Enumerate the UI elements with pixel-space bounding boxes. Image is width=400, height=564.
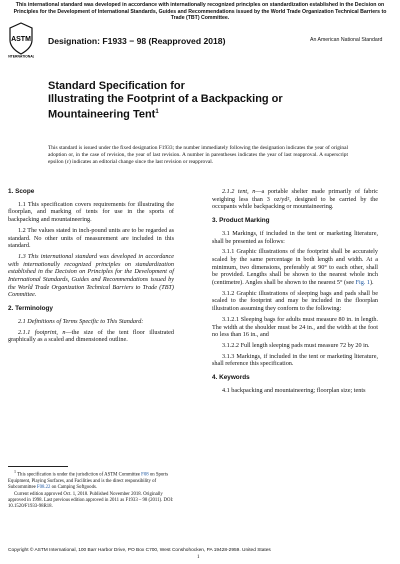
paragraph-3-1-2-1: 3.1.2.1 Sleeping bags for adults must measure 80 in. in length. The width at the shoulder must be 24 in., and the width at the foot no less than 16 in., and [212,315,378,339]
footnote-edition: Current edition approved Oct. 1, 2018. Published November 2018. Originally approved in 1998. Last previous edition approved in 2011 as F1933 – 98 (2011). DOI: 10.1520/F1933-98R18. [8,491,174,509]
paragraph-3-1-2-2: 3.1.2.2 Full length sleeping pads must measure 72 by 20 in. [222,341,370,349]
title-footnote-mark: 1 [155,109,159,115]
footnote-separator [8,466,68,467]
copyright-line: Copyright © ASTM International, 100 Barr Harbor Drive, PO Box C700, West Conshohocken, PA 19428-2959. United States [8,548,271,553]
designation-note: This standard is issued under the fixed designation F1933; the number immediately following the designation indicates the year of original adoption or, in the case of revision, the year of last revision. A number in parentheses indicates the year of last reapproval. A superscript epsilon (ε) indicates an editorial change since the last revision or reapproval. [48,145,348,165]
section-heading-keywords: 4. Keywords [212,374,250,382]
logo-label: INTERNATIONAL [8,54,34,58]
document-title [48,80,368,122]
page-number: 1 [197,555,200,560]
svg-text:ASTM: ASTM [11,36,31,43]
subcommittee-link[interactable]: F08.22 [36,484,51,490]
paragraph-3-1-1: 3.1.1 Graphic illustrations of the footprint shall be accurately scaled by the same percentage in both length and width. At a minimum, two dimensions, preferably at 90° to each other, shall be provided. Lengths shall be shown to the nearest whole inch (centimetre). Angles shall be shown to the nearest 5° (see Fig. 1). [212,248,378,287]
paragraph-4-1: 4.1 backpacking and mountaineering; floorplan size; tents [222,386,366,394]
paragraph-2-1-2: 2.1.2 tent, n—a portable shelter made primarily of fabric weighing less than 3 oz/yd², designed to be carried by the occupants while backpacking or mountaineering. [212,188,378,211]
right-column [212,188,378,397]
footnote-1: $^1$ This specification is under the jurisdiction of ASTM Committee F08 on Sports Equipment, Playing Surfaces, and Facilities and is the direct responsibility of Subcommittee F08.22 on Camping Softgoods. [8,469,169,490]
astm-logo [8,22,34,58]
paragraph-3-1-3: 3.1.3 Markings, if included in the tent or marketing literature, shall reference this specification. [212,352,378,368]
paragraph-1-2: 1.2 The values stated in inch-pound units are to be regarded as standard. No other units of measurement are included in this standard. [8,226,174,250]
paragraph-3-1-2: 3.1.2 Graphic illustrations of sleeping bags and pads shall be scaled to the footprint and may be included in the floorplan illustration assuming they conform to the following: [212,289,378,313]
committee-link[interactable]: F08 [141,472,149,478]
left-column [8,188,174,347]
title-line-2: Illustrating the Footprint of a Backpacking or [48,93,283,105]
section-heading-product-marking: 3. Product Marking [212,217,270,225]
paragraph-1-3: 1.3 This international standard was developed in accordance with internationally recognized principles on standardization established in the Decision on Principles for the Development of International Standards, Guides and Recommendations issued by the World Trade Organization Technical Barriers to Trade (TBT) Committee. [8,252,174,299]
paragraph-1-1: 1.1 This specification covers requirements for illustrating the floorplan, and marking of tents for use in the sports of backpacking and mountaineering. [8,200,174,224]
top-notice: This international standard was developed in accordance with internationally recognized principles on standardization established in the Decision on Principles for the Development of International Standards, Guides and Recommendations issued by the World Trade Organization Technical Barriers to Trade (TBT) Committee. [13,2,387,22]
paragraph-2-1-1: 2.1.1 footprint, n—the size of the tent floor illustrated graphically as a scaled and dimensioned outline. [8,328,174,344]
figure-1-link[interactable]: Fig. 1 [355,279,370,287]
title-line-3: Mountaineering Tent$^1$ [48,108,159,121]
paragraph-3-1: 3.1 Markings, if included in the tent or marketing literature, shall be presented as follows: [212,229,378,245]
section-heading-terminology: 2. Terminology [8,305,53,313]
title-line-1: Standard Specification for [48,80,185,92]
section-heading-scope: 1. Scope [8,188,35,195]
designation: Designation: F1933 − 98 (Reapproved 2018) [48,36,226,46]
national-standard-label: An American National Standard [310,37,383,43]
footnotes [8,469,174,511]
paragraph-2-1: 2.1 Definitions of Terms Specific to This Standard: [18,317,144,325]
